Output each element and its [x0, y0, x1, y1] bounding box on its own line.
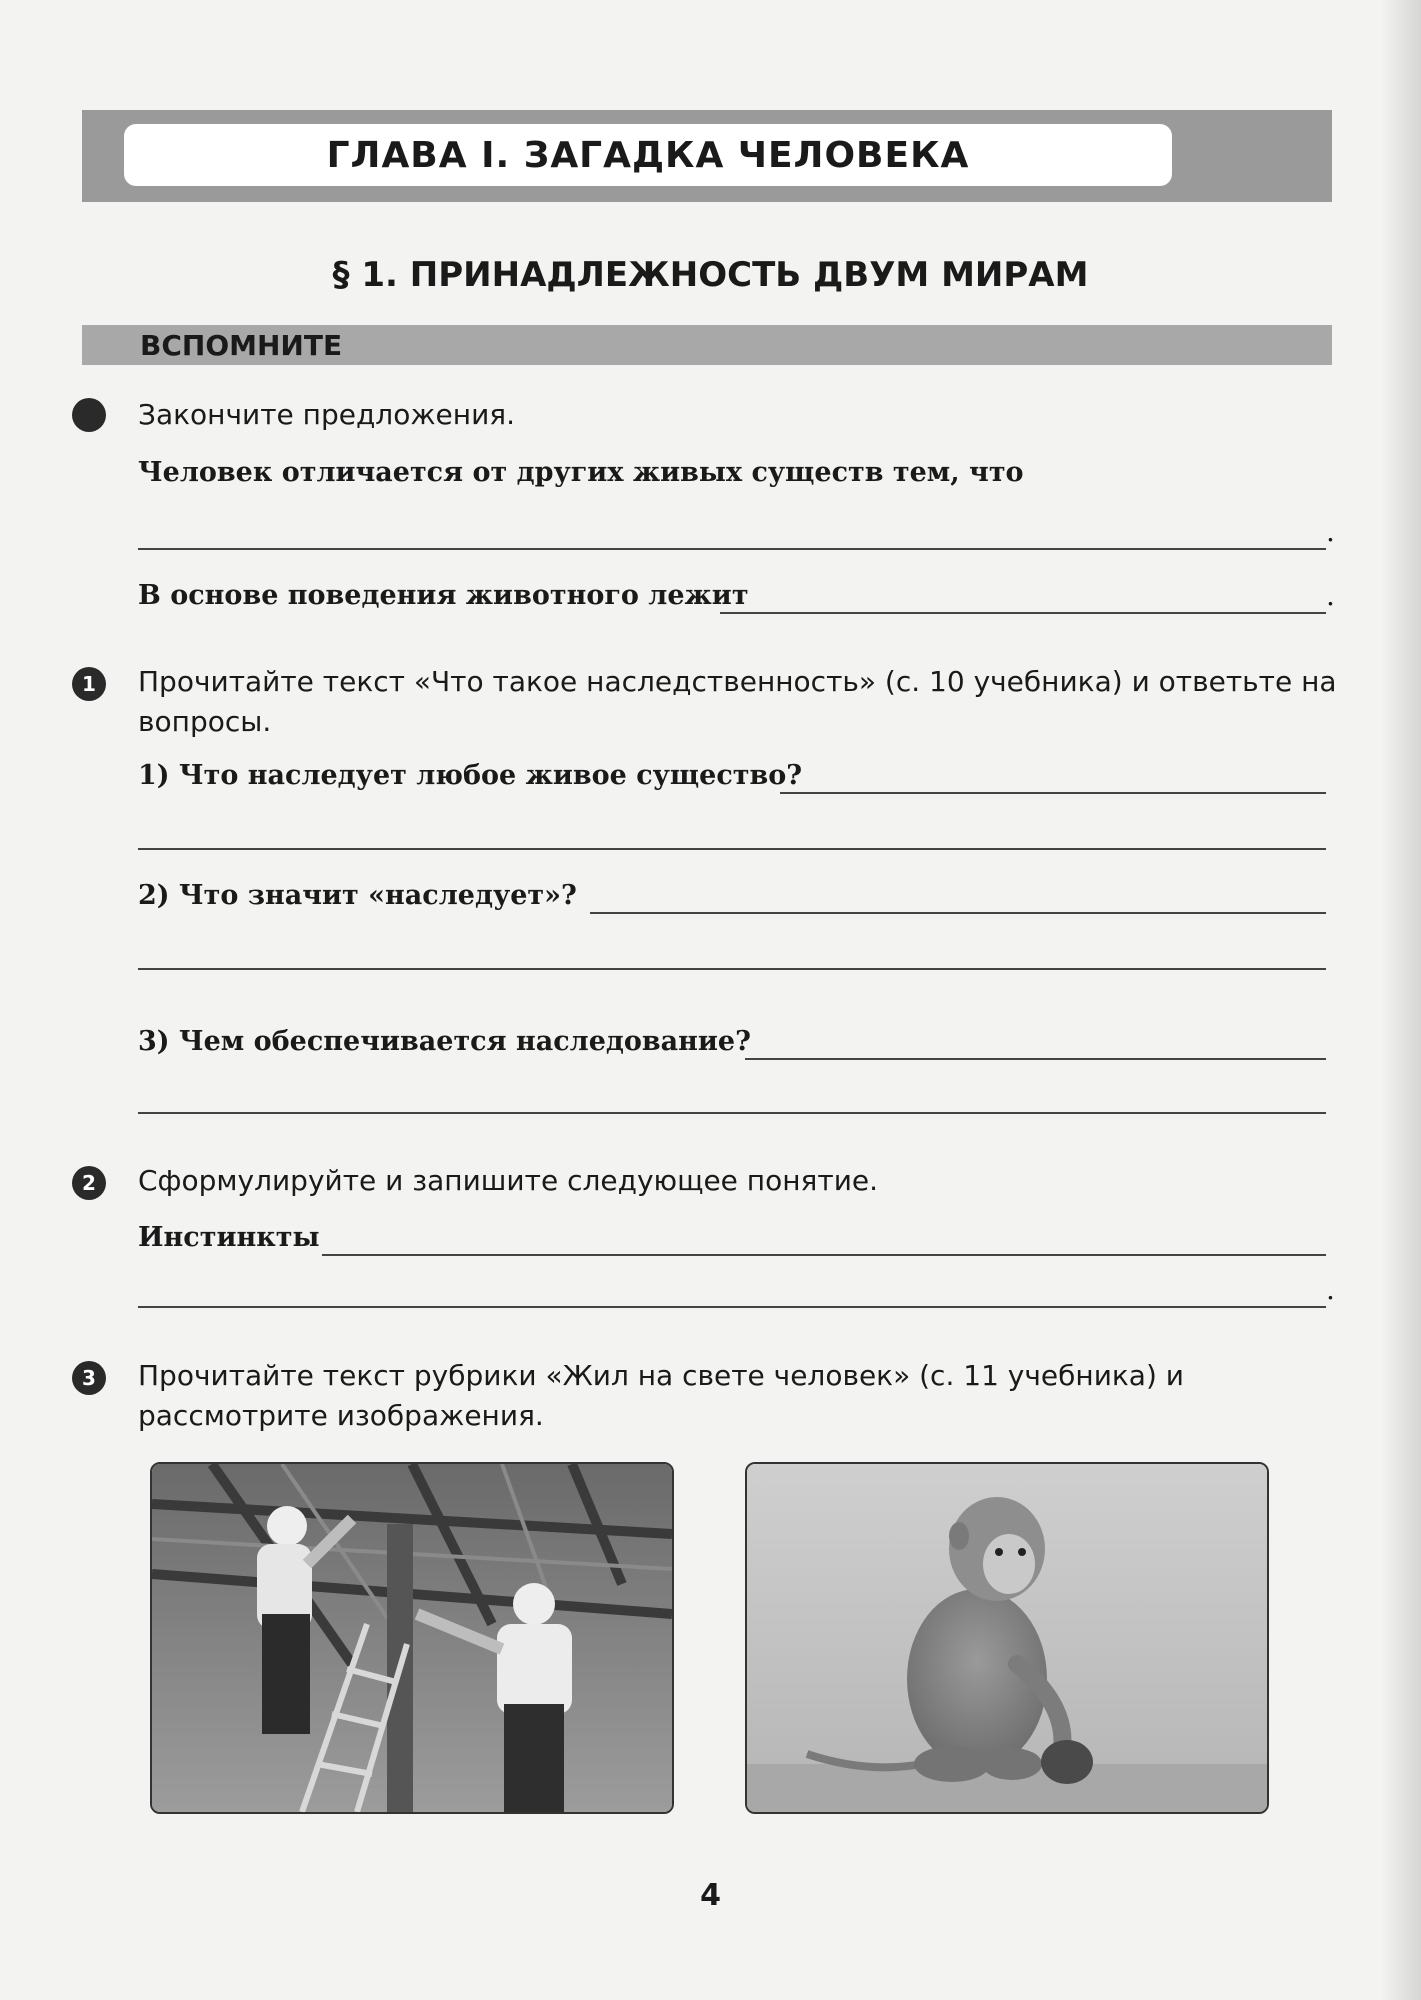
answer-line[interactable]: [138, 1112, 1326, 1114]
recall-sentence-2: В основе поведения животного лежит: [138, 580, 749, 611]
recall-instruction: Закончите предложения.: [138, 398, 516, 431]
answer-line[interactable]: [720, 612, 1326, 614]
task-2-term: Инстинкты: [138, 1222, 320, 1253]
answer-line[interactable]: [138, 548, 1326, 550]
chapter-banner: [82, 110, 1332, 202]
task-number-badge: 3: [72, 1361, 106, 1395]
task-1-text: Прочитайте текст «Что такое наследственность» (с. 10 учебника) и ответьте на вопросы.: [138, 665, 1337, 738]
task-2-text: Сформулируйте и запишите следующее понятие.: [138, 1164, 879, 1197]
chapter-title: ГЛАВА I. ЗАГАДКА ЧЕЛОВЕКА: [124, 124, 1172, 186]
task-number-badge: 2: [72, 1166, 106, 1200]
recall-label: ВСПОМНИТЕ: [140, 329, 343, 362]
recall-bullet-icon: [72, 398, 106, 432]
recall-banner: [82, 325, 1332, 365]
recall-sentence-1: Человек отличается от других живых существ тем, что: [138, 457, 1024, 488]
answer-line[interactable]: [780, 792, 1326, 794]
task-number-badge: 1: [72, 667, 106, 701]
workers-photo: [150, 1462, 674, 1814]
monkey-photo: [745, 1462, 1269, 1814]
answer-line[interactable]: [138, 848, 1326, 850]
answer-line[interactable]: [138, 1306, 1326, 1308]
period-mark: .: [1326, 1273, 1335, 1306]
task-1-question-1: 1) Что наследует любое живое существо?: [138, 760, 803, 791]
task-1-question-2: 2) Что значит «наследует»?: [138, 880, 577, 911]
page-edge-shadow: [1381, 0, 1421, 2000]
task-3-text: Прочитайте текст рубрики «Жил на свете человек» (с. 11 учебника) и рассмотрите изображения.: [138, 1359, 1184, 1432]
section-title: § 1. ПРИНАДЛЕЖНОСТЬ ДВУМ МИРАМ: [332, 255, 1089, 295]
answer-line[interactable]: [322, 1254, 1326, 1256]
answer-line[interactable]: [590, 912, 1326, 914]
answer-line[interactable]: [745, 1058, 1326, 1060]
answer-line[interactable]: [138, 968, 1326, 970]
page-number: 4: [700, 1878, 721, 1913]
task-1-question-3: 3) Чем обеспечивается наследование?: [138, 1026, 751, 1057]
period-mark: .: [1326, 579, 1335, 612]
period-mark: .: [1326, 515, 1335, 548]
